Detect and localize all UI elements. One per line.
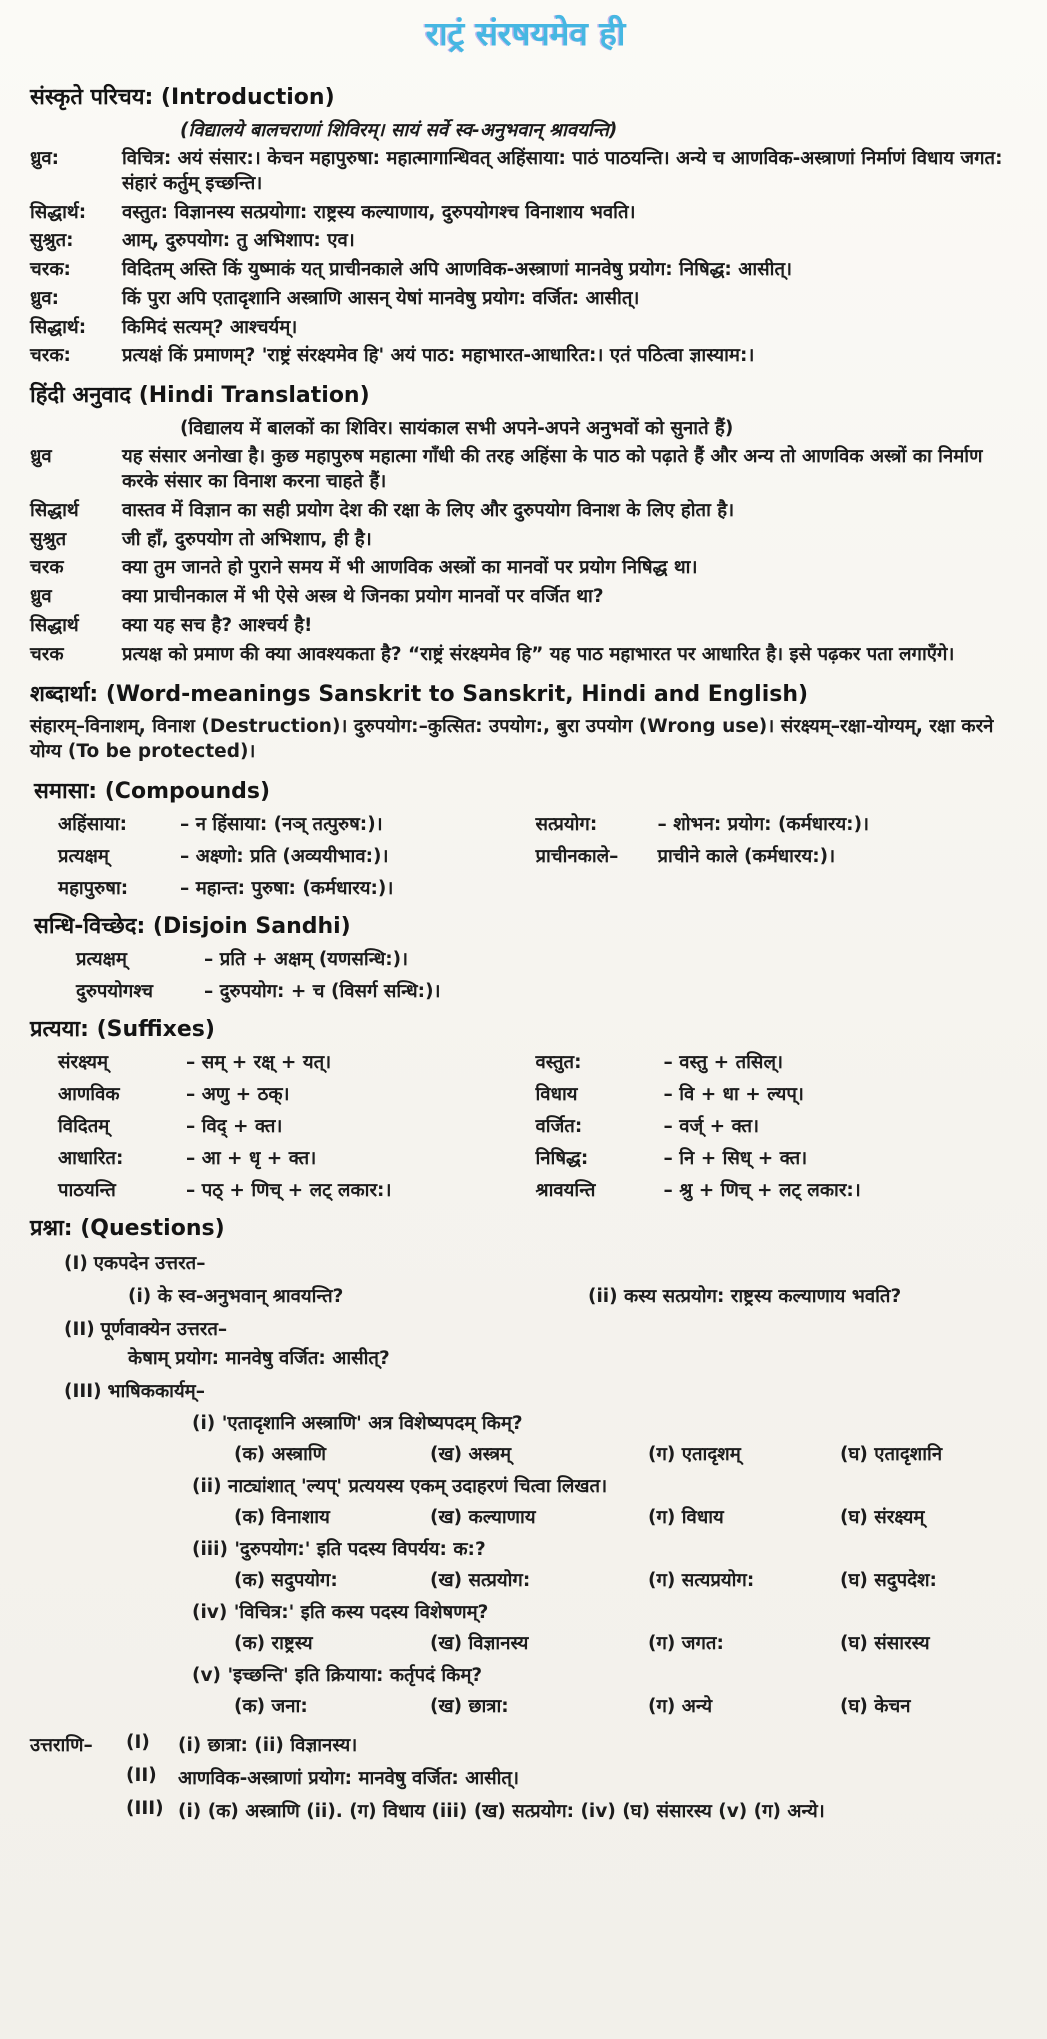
answer-line <box>126 1765 825 1790</box>
mcq-option: (ग) अन्ये <box>648 1696 713 1718</box>
question-group-1 <box>64 1250 1021 1308</box>
question-group-title: एकपदेन उत्तरत– <box>93 1253 206 1275</box>
section-heading-compounds: समासा: (Compounds) <box>34 779 271 805</box>
question-group-title: पूर्णवाक्येन उत्तरत– <box>100 1319 228 1341</box>
section-heading-questions: प्रश्ना: (Questions) <box>30 1216 225 1242</box>
suffix-word: श्रावयन्ति <box>535 1180 596 1202</box>
suffix-derivation: – नि + सिध् + क्त। <box>663 1148 808 1170</box>
mcq-options-row <box>234 1693 1021 1718</box>
dialogue-line <box>30 287 1021 312</box>
dialogue-line <box>30 528 1021 553</box>
question-item <box>128 1283 588 1308</box>
mcq-option: (ख) सत्प्रयोग: <box>430 1570 531 1592</box>
dialogue-line <box>30 258 1021 283</box>
mcq-block <box>192 1410 1021 1466</box>
mcq-number: (iv) <box>192 1602 228 1624</box>
mcq-number: (v) <box>192 1665 221 1687</box>
dialogue-text: वास्तव में विज्ञान का सही प्रयोग देश की रक्षा के लिए और दुरुपयोग विनाश के लिए होता है। <box>122 499 735 521</box>
dialogue-line <box>30 229 1021 254</box>
section-heading-hindi-translation: हिंदी अनुवाद (Hindi Translation) <box>30 383 370 409</box>
suffixes-table <box>30 1049 1021 1202</box>
mcq-option: (ख) विज्ञानस्य <box>430 1633 529 1655</box>
mcq-option: (क) अस्त्राणि <box>234 1444 327 1466</box>
suffixes-right-column <box>536 1049 1022 1202</box>
speaker-name: ध्रुव <box>30 586 52 608</box>
mcq-option: (ग) एतादृशम् <box>648 1444 741 1466</box>
sandhi-definition: – दुरुपयोग: + च (विसर्ग सन्धि:)। <box>204 981 441 1003</box>
mcq-option: (घ) एतादृशानि <box>840 1444 943 1466</box>
mcq-option: (ख) अस्त्रम् <box>430 1444 512 1466</box>
compounds-left-column <box>30 811 516 900</box>
compound-row <box>58 843 516 868</box>
answers-section <box>30 1732 1021 1823</box>
sandhi-item <box>76 978 1021 1003</box>
dialogue-line <box>30 614 1021 639</box>
question-item-text: के स्व-अनुभवान् श्रावयन्ति? <box>157 1286 344 1308</box>
sandhi-list <box>76 946 1021 1003</box>
mcq-option: (ख) कल्याणाय <box>430 1507 536 1529</box>
compound-term: सत्प्रयोग: <box>535 814 598 836</box>
suffix-word: पाठयन्ति <box>58 1180 116 1202</box>
stage-direction-sanskrit: (विद्यालये बालचराणां शिविरम्। सायं सर्वे स्व-अनुभवान् श्रावयन्ति) <box>180 120 618 141</box>
speaker-name: सिद्धार्थ <box>30 499 79 521</box>
compound-term: प्राचीनकाले– <box>535 846 619 868</box>
mcq-question <box>192 1473 1021 1498</box>
mcq-option: (ग) सत्यप्रयोग: <box>648 1570 755 1592</box>
dialogue-line <box>30 585 1021 610</box>
mcq-option: (ग) जगत: <box>648 1633 724 1655</box>
mcq-question <box>192 1599 1021 1624</box>
suffix-derivation: – वस्तु + तसिल्। <box>663 1052 783 1074</box>
mcq-question-text: 'दुरुपयोग:' इति पदस्य विपर्यय: क:? <box>234 1539 486 1561</box>
mcq-block <box>192 1473 1021 1529</box>
compound-term: महापुरुषा: <box>58 878 129 900</box>
section-heading-suffixes: प्रत्यया: (Suffixes) <box>30 1017 215 1043</box>
question-item-number: (i) <box>128 1286 152 1308</box>
speaker-name: ध्रुव: <box>30 287 60 309</box>
compound-definition: प्राचीने काले (कर्मधारय:)। <box>657 846 836 868</box>
suffix-row <box>58 1113 516 1138</box>
answer-lines <box>126 1732 825 1823</box>
question-group-3 <box>64 1378 1021 1718</box>
question-group-2 <box>64 1316 1021 1370</box>
mcq-options-row <box>234 1441 1021 1466</box>
mcq-question-text: 'इच्छन्ति' इति क्रियाया: कर्तृपदं किम्? <box>227 1665 483 1687</box>
suffix-row <box>536 1145 1022 1170</box>
question-group-label: (III) <box>64 1381 102 1403</box>
mcq-options-row <box>234 1567 1021 1592</box>
suffix-word: वर्जित: <box>535 1116 583 1138</box>
dialogue-text: आम्, दुरुपयोग: तु अभिशाप: एव। <box>122 230 355 252</box>
suffix-row <box>536 1113 1022 1138</box>
compound-definition: – महान्त: पुरुषा: (कर्मधारय:)। <box>180 878 394 900</box>
suffix-derivation: – आ + धृ + क्त। <box>186 1148 317 1170</box>
suffix-derivation: – श्रु + णिच् + लट् लकार:। <box>663 1180 861 1202</box>
sandhi-item <box>76 946 1021 971</box>
speaker-name: ध्रुव: <box>30 148 60 169</box>
compound-definition: – अक्ष्णो: प्रति (अव्ययीभाव:)। <box>180 846 389 868</box>
sandhi-term: प्रत्यक्षम् <box>76 949 127 971</box>
dialogue-line <box>30 445 1021 495</box>
answer-line-text: (i) (क) अस्त्राणि (ii). (ग) विधाय (iii) (ख) सत्प्रयोग: (iv) (घ) संसारस्य (v) (ग) अन्ये। <box>178 1801 825 1823</box>
suffix-row <box>58 1145 516 1170</box>
speaker-name: सिद्धार्थ <box>30 614 79 636</box>
mcq-options-row <box>234 1504 1021 1529</box>
dialogue-line <box>30 643 1021 668</box>
compound-definition: – शोभन: प्रयोग: (कर्मधारय:)। <box>657 814 870 836</box>
answer-line-number: (I) <box>126 1732 150 1754</box>
page-title: राट्रं संरषयमेव ही <box>425 14 626 53</box>
suffix-word: आणविक <box>58 1084 120 1106</box>
mcq-question <box>192 1536 1021 1561</box>
question-item <box>588 1283 901 1308</box>
suffix-word: वस्तुत: <box>535 1052 582 1074</box>
mcq-option: (क) सदुपयोग: <box>234 1570 338 1592</box>
answer-line-text: (i) छात्रा: (ii) विज्ञानस्य। <box>178 1735 358 1757</box>
dialogue-text: वस्तुत: विज्ञानस्य सत्प्रयोगा: राष्ट्रस्य कल्याणाय, दुरुपयोगश्च विनाशाय भवति। <box>122 201 636 223</box>
question-group-title: भाषिककार्यम्– <box>107 1381 205 1403</box>
answer-line-number: (II) <box>126 1765 157 1787</box>
answer-line <box>126 1732 825 1757</box>
sandhi-definition: – प्रति + अक्षम् (यणसन्धि:)। <box>204 949 409 971</box>
dialogue-line <box>30 316 1021 341</box>
compound-definition: – न हिंसाया: (नञ् तत्पुरुष:)। <box>180 814 383 836</box>
dialogue-text: जी हाँ, दुरुपयोग तो अभिशाप, ही है। <box>122 528 372 550</box>
suffix-row <box>536 1177 1022 1202</box>
stage-direction-hindi: (विद्यालय में बालकों का शिविर। सायंकाल सभी अपने-अपने अनुभवों को सुनाते हैं) <box>180 418 734 440</box>
suffix-row <box>58 1081 516 1106</box>
suffix-derivation: – वर्ज् + क्त। <box>663 1116 760 1138</box>
dialogue-line <box>30 499 1021 524</box>
mcq-option: (घ) संरक्ष्यम् <box>840 1507 925 1529</box>
suffix-row <box>536 1049 1022 1074</box>
mcq-option: (क) विनाशाय <box>234 1507 330 1529</box>
suffix-row <box>536 1081 1022 1106</box>
speaker-name: सिद्धार्थ: <box>30 201 87 223</box>
mcq-question <box>192 1662 1021 1687</box>
word-meanings-paragraph: संहारम्–विनाशम्, विनाश (Destruction)। दुरुपयोग:–कुत्सित: उपयोग:, बुरा उपयोग (Wrong use)। संरक्ष्यम्–रक्षा-योग्यम्, रक्षा करने योग्य (To be protected)। <box>30 715 994 763</box>
compound-row <box>536 811 1022 836</box>
compound-term: प्रत्यक्षम् <box>58 846 109 868</box>
dialogue-line <box>30 344 1021 369</box>
compounds-table <box>30 811 1021 900</box>
answer-line-number: (III) <box>126 1798 164 1820</box>
dialogue-text: विदितम् अस्ति किं युष्माकं यत् प्राचीनकाले अपि आणविक-अस्त्राणां मानवेषु प्रयोग: निषिद्ध: आसीत्। <box>122 259 793 281</box>
suffix-word: आधारित: <box>58 1148 124 1170</box>
sandhi-term: दुरुपयोगश्च <box>76 981 153 1003</box>
dialogue-text: क्या प्राचीनकाल में भी ऐसे अस्त्र थे जिनका प्रयोग मानवों पर वर्जित था? <box>122 586 604 608</box>
dialogue-text: क्या तुम जानते हो पुराने समय में भी आणविक अस्त्रों का मानवों पर प्रयोग निषिद्ध था। <box>122 557 698 579</box>
speaker-name: ध्रुव <box>30 446 52 468</box>
mcq-question-text: नाट्यांशात् 'ल्यप्' प्रत्ययस्य एकम् उदाहरणं चित्वा लिखत। <box>228 1476 608 1498</box>
speaker-name: सुश्रुत: <box>30 230 74 252</box>
compound-row <box>58 875 516 900</box>
mcq-block <box>192 1662 1021 1718</box>
speaker-name: सुश्रुत <box>30 528 67 550</box>
dialogue-text: किं पुरा अपि एतादृशानि अस्त्राणि आसन् येषां मानवेषु प्रयोग: वर्जित: आसीत्। <box>122 287 640 309</box>
mcq-option: (घ) सदुपदेश: <box>840 1570 937 1592</box>
mcq-number: (i) <box>192 1413 216 1435</box>
compound-row <box>58 811 516 836</box>
mcq-option: (क) जना: <box>234 1696 308 1718</box>
mcq-option: (घ) संसारस्य <box>840 1633 930 1655</box>
mcq-number: (ii) <box>192 1476 222 1498</box>
mcq-options-row <box>234 1630 1021 1655</box>
speaker-name: सिद्धार्थ: <box>30 316 87 338</box>
mcq-option: (घ) केचन <box>840 1696 911 1718</box>
question-item-number: (ii) <box>588 1286 618 1308</box>
speaker-name: चरक <box>30 557 64 579</box>
suffix-row <box>58 1049 516 1074</box>
suffix-row <box>58 1177 516 1202</box>
question-items-row <box>128 1283 1021 1308</box>
mcq-option: (ख) छात्रा: <box>430 1696 509 1718</box>
suffix-word: निषिद्ध: <box>535 1148 589 1170</box>
suffix-derivation: – पठ् + णिच् + लट् लकार:। <box>186 1180 392 1202</box>
mcq-question-text: 'विचित्र:' इति कस्य पदस्य विशेषणम्? <box>233 1602 489 1624</box>
speaker-name: चरक: <box>30 259 71 281</box>
mcq-block <box>192 1599 1021 1655</box>
dialogue-text: विचित्र: अयं संसार:। केचन महापुरुषा: महात्मागान्धिवत् अहिंसाया: पाठं पाठयन्ति। अन्ये च आणविक-अस्त्राणां निर्माणं विधाय जगत: संहारं कर्तुम् इच्छन्ति। <box>122 148 1003 194</box>
suffix-word: विदितम् <box>58 1116 110 1138</box>
dialogue-line <box>30 201 1021 226</box>
section-heading-word-meanings: शब्दार्था: (Word-meanings Sanskrit to Sanskrit, Hindi and English) <box>30 681 809 707</box>
mcq-option: (ग) विधाय <box>648 1507 724 1529</box>
question-item-text: केषाम् प्रयोग: मानवेषु वर्जित: आसीत्? <box>128 1348 390 1370</box>
section-heading-sanskrit-intro: संस्कृते परिचय: (Introduction) <box>30 85 335 110</box>
speaker-name: चरक: <box>30 345 71 367</box>
compounds-right-column <box>536 811 1022 900</box>
suffix-word: विधाय <box>535 1084 578 1106</box>
compound-term: अहिंसाया: <box>58 814 127 836</box>
suffix-derivation: – वि + धा + ल्यप्। <box>663 1084 804 1106</box>
mcq-question-text: 'एतादृशानि अस्त्राणि' अत्र विशेष्यपदम् किम्? <box>221 1413 523 1435</box>
mcq-block <box>192 1536 1021 1592</box>
dialogue-text: किमिदं सत्यम्? आश्चर्यम्। <box>122 316 298 338</box>
dialogue-text: प्रत्यक्षं किं प्रमाणम्? 'राष्ट्रं संरक्ष्यमेव हि' अयं पाठ: महाभारत-आधारित:। एतं पठित्वा ज्ञास्याम:। <box>122 345 755 367</box>
mcq-number: (iii) <box>192 1539 228 1561</box>
dialogue-line <box>30 147 1021 197</box>
dialogue-text: क्या यह सच है? आश्चर्य है! <box>122 614 313 636</box>
suffix-word: संरक्ष्यम् <box>58 1052 109 1074</box>
dialogue-line <box>30 556 1021 581</box>
section-heading-sandhi: सन्धि-विच्छेद: (Disjoin Sandhi) <box>34 914 351 940</box>
answers-label: उत्तराणि– <box>30 1735 93 1757</box>
mcq-question <box>192 1410 1021 1435</box>
question-group-label: (I) <box>64 1253 88 1275</box>
answer-line-text: आणविक-अस्त्राणां प्रयोग: मानवेषु वर्जित: आसीत्। <box>178 1768 519 1790</box>
mcq-option: (क) राष्ट्रस्य <box>234 1633 313 1655</box>
answer-line <box>126 1798 825 1823</box>
speaker-name: चरक <box>30 643 64 665</box>
suffix-derivation: – अणु + ठक्। <box>186 1084 290 1106</box>
dialogue-text: प्रत्यक्ष को प्रमाण की क्या आवश्यकता है? “राष्ट्रं संरक्ष्यमेव हि” यह पाठ महाभारत पर आधारित है। इसे पढ़कर पता लगाएँगे। <box>122 643 955 665</box>
suffix-derivation: – सम् + रक्ष् + यत्। <box>186 1052 332 1074</box>
question-group-label: (II) <box>64 1319 95 1341</box>
question-item-text: कस्य सत्प्रयोग: राष्ट्रस्य कल्याणाय भवति? <box>624 1286 902 1308</box>
suffixes-left-column <box>30 1049 516 1202</box>
dialogue-text: यह संसार अनोखा है। कुछ महापुरुष महात्मा गाँधी की तरह अहिंसा के पाठ को पढ़ाते हैं और अन्य तो आणविक अस्त्रों का निर्माण करके संसार का विनाश करना चाहते हैं। <box>122 446 983 493</box>
suffix-derivation: – विद् + क्त। <box>186 1116 283 1138</box>
compound-row <box>536 843 1022 868</box>
